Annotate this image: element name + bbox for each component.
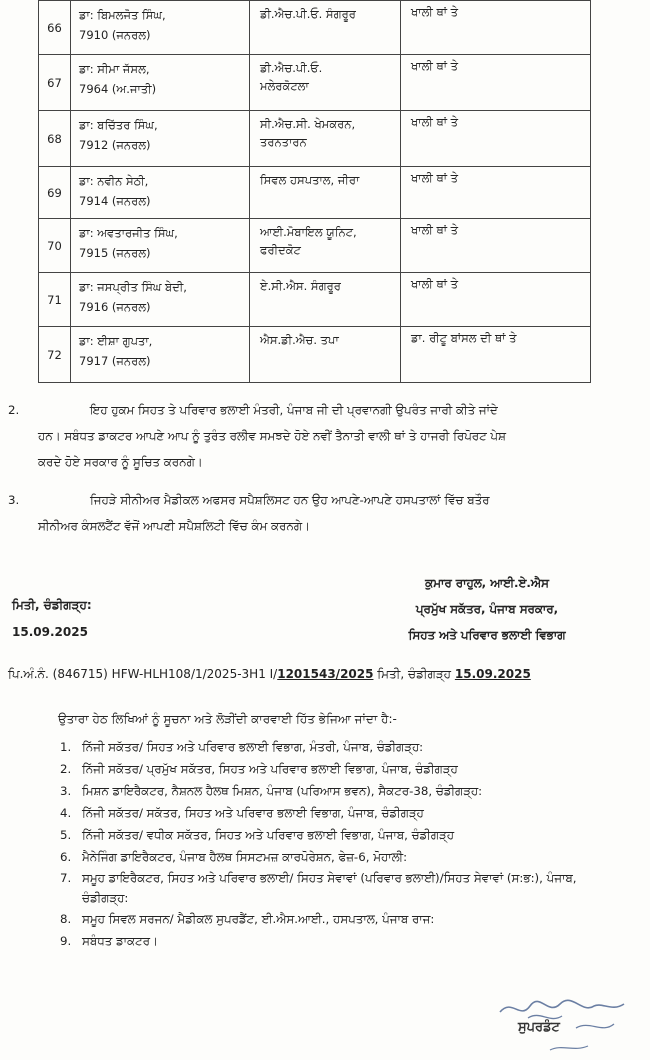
posting-line-2: ਫਰੀਦਕੋਟ	[260, 243, 301, 257]
vacancy-status: ਖਾਲੀ ਥਾਂ ਤੇ	[401, 273, 591, 327]
posting-cell	[250, 111, 401, 167]
posting-line-2: ਮਲੇਰਕੋਟਲਾ	[260, 79, 309, 93]
list-item-text: ਨਿੱਜੀ ਸਕੱਤਰ/ ਸਿਹਤ ਅਤੇ ਪਰਿਵਾਰ ਭਲਾਈ ਵਿਭਾਗ, ਮੰਤਰੀ, ਪੰਜਾਬ, ਚੰਡੀਗੜ੍ਹ:	[82, 740, 424, 754]
posting-line-1: ਡੀ.ਐਚ.ਪੀ.ਓ.	[260, 61, 323, 75]
doctor-code: 7964 (ਅ.ਜਾਤੀ)	[79, 82, 157, 96]
doctor-cell	[71, 111, 250, 167]
transfer-table	[38, 0, 591, 383]
list-item-number: 5.	[60, 828, 72, 842]
posting-line-1: ਐਸ.ਡੀ.ਐਚ. ਤਪਾ	[260, 333, 339, 347]
doctor-name: ਡਾ: ਸੀਮਾ ਜੱਸਲ,	[79, 62, 150, 76]
list-item-number: 8.	[60, 912, 72, 926]
serial-number: 68	[39, 111, 71, 167]
posting-line-1: ਡੀ.ਐਚ.ਪੀ.ਓ. ਸੰਗਰੂਰ	[260, 7, 356, 21]
table-row	[39, 167, 591, 219]
posting-line-1: ਆਈ.ਮੋਬਾਇਲ ਯੂਨਿਟ,	[260, 225, 357, 239]
doctor-cell	[71, 55, 250, 111]
list-item-text: ਨਿੱਜੀ ਸਕੱਤਰ/ ਪ੍ਰਮੁੱਖ ਸਕੱਤਰ, ਸਿਹਤ ਅਤੇ ਪਰਿਵਾਰ ਭਲਾਈ ਵਿਭਾਗ, ਪੰਜਾਬ, ਚੰਡੀਗੜ੍ਹ	[82, 762, 458, 776]
doctor-cell	[71, 327, 250, 383]
doctor-code: 7917 (ਜਨਰਲ)	[79, 354, 151, 368]
paragraph-2-line: ਇਹ ਹੁਕਮ ਸਿਹਤ ਤੇ ਪਰਿਵਾਰ ਭਲਾਈ ਮੰਤਰੀ, ਪੰਜਾਬ ਜੀ ਦੀ ਪ੍ਰਵਾਨਗੀ ਉਪਰੰਤ ਜਾਰੀ ਕੀਤੇ ਜਾਂਦੇ	[90, 403, 498, 417]
doctor-code: 7912 (ਜਨਰਲ)	[79, 138, 151, 152]
list-item-number: 2.	[60, 762, 72, 776]
doctor-cell	[71, 273, 250, 327]
serial-number: 69	[39, 167, 71, 219]
posting-cell	[250, 327, 401, 383]
list-item-number: 7.	[60, 871, 72, 885]
table-row	[39, 1, 591, 55]
table-row	[39, 273, 591, 327]
list-item-text: ਸਬੰਧਤ ਡਾਕਟਰ।	[82, 934, 158, 948]
endorsement-reference	[8, 667, 531, 682]
reference-prefix: ਪਿ.ਅੰ.ਨੰ. (846715) HFW-HLH108/1/2025-3H1 I/	[8, 667, 278, 681]
doctor-code: 7916 (ਜਨਰਲ)	[79, 300, 151, 314]
posting-cell	[250, 219, 401, 273]
seal-text: ਸੁਪਰਡੰਟ	[518, 1020, 560, 1035]
list-item-text: ਮੈਨੇਜਿੰਗ ਡਾਇਰੈਕਟਰ, ਪੰਜਾਬ ਹੈਲਥ ਸਿਸਟਮਜ਼ ਕਾਰਪੋਰੇਸ਼ਨ, ਫੇਜ਼-6, ਮੋਹਾਲੀ:	[82, 850, 408, 864]
vacancy-status: ਖਾਲੀ ਥਾਂ ਤੇ	[401, 111, 591, 167]
list-item-text: ਸਮੂਹ ਸਿਵਲ ਸਰਜਨ/ ਮੈਡੀਕਲ ਸੁਪਰਡੈਂਟ, ਈ.ਐਸ.ਆਈ., ਹਸਪਤਾਲ, ਪੰਜਾਬ ਰਾਜ:	[82, 912, 435, 926]
posting-cell	[250, 55, 401, 111]
list-item	[52, 908, 612, 930]
posting-line-1: ਸਿਵਲ ਹਸਪਤਾਲ, ਜੀਰਾ	[260, 173, 360, 187]
doctor-cell	[71, 167, 250, 219]
vacancy-status: ਖਾਲੀ ਥਾਂ ਤੇ	[401, 167, 591, 219]
doctor-name: ਡਾ: ਨਵੀਨ ਸੇਠੀ,	[79, 174, 149, 188]
paragraph-2-text	[38, 397, 613, 475]
paragraph-3-number: 3.	[8, 493, 20, 507]
issue-date: 15.09.2025	[12, 625, 88, 639]
signature-seal	[490, 994, 650, 1056]
list-item-text: ਨਿੱਜੀ ਸਕੱਤਰ/ ਸਕੱਤਰ, ਸਿਹਤ ਅਤੇ ਪਰਿਵਾਰ ਭਲਾਈ ਵਿਭਾਗ, ਪੰਜਾਬ, ਚੰਡੀਗੜ੍ਹ	[82, 806, 424, 820]
serial-number: 67	[39, 55, 71, 111]
copy-to-intro: ਉਤਾਰਾ ਹੇਠ ਲਿਖਿਆਂ ਨੂੰ ਸੂਚਨਾ ਅਤੇ ਲੋੜੀਂਦੀ ਕਾਰਵਾਈ ਹਿੱਤ ਭੇਜਿਆ ਜਾਂਦਾ ਹੈ:-	[58, 712, 397, 726]
list-item-text: ਨਿੱਜੀ ਸਕੱਤਰ/ ਵਧੀਕ ਸਕੱਤਰ, ਸਿਹਤ ਅਤੇ ਪਰਿਵਾਰ ਭਲਾਈ ਵਿਭਾਗ, ਪੰਜਾਬ, ਚੰਡੀਗੜ੍ਹ	[82, 828, 454, 842]
list-item	[52, 930, 612, 952]
date-label: ਮਿਤੀ, ਚੰਡੀਗੜ੍ਹ:	[12, 598, 92, 612]
list-item-number: 3.	[60, 784, 72, 798]
list-item	[52, 758, 612, 780]
list-item-number: 9.	[60, 934, 72, 948]
posting-cell	[250, 167, 401, 219]
serial-number: 66	[39, 1, 71, 55]
paragraph-3-text	[38, 487, 613, 539]
posting-line-2: ਤਰਨਤਾਰਨ	[260, 135, 307, 149]
list-item-number: 1.	[60, 740, 72, 754]
vacancy-status: ਖਾਲੀ ਥਾਂ ਤੇ	[401, 1, 591, 55]
table-row	[39, 111, 591, 167]
paragraph-2-line: ਹਨ। ਸਬੰਧਤ ਡਾਕਟਰ ਆਪਣੇ ਆਪ ਨੂੰ ਤੁਰੰਤ ਰਲੀਵ ਸਮਝਦੇ ਹੋਏ ਨਵੀਂ ਤੈਨਾਤੀ ਵਾਲੀ ਥਾਂ ਤੇ ਹਾਜਰੀ ਰਿਪੋਰਟ ਪੇਸ਼	[38, 429, 506, 443]
vacancy-status: ਖਾਲੀ ਥਾਂ ਤੇ	[401, 55, 591, 111]
paragraph-2-number: 2.	[8, 403, 20, 417]
doctor-cell	[71, 219, 250, 273]
list-item	[52, 780, 612, 802]
officer-designation: ਪ੍ਰਮੁੱਖ ਸਕੱਤਰ, ਪੰਜਾਬ ਸਰਕਾਰ,	[415, 602, 559, 616]
list-item-text: ਮਿਸ਼ਨ ਡਾਇਰੈਕਟਰ, ਨੈਸ਼ਨਲ ਹੈਲਥ ਮਿਸ਼ਨ, ਪੰਜਾਬ (ਪਰਿਆਸ ਭਵਨ), ਸੈਕਟਰ-38, ਚੰਡੀਗੜ੍ਹ:	[82, 784, 483, 798]
list-item-text: ਸਮੂਹ ਡਾਇਰੈਕਟਰ, ਸਿਹਤ ਅਤੇ ਪਰਿਵਾਰ ਭਲਾਈ/ ਸਿਹਤ ਸੇਵਾਵਾਂ (ਪਰਿਵਾਰ ਭਲਾਈ)/ਸਿਹਤ ਸੇਵਾਵਾਂ (ਸ:ਭ:), ਪੰਜਾਬ, ਚੰਡੀਗੜ੍ਹ:	[82, 871, 577, 905]
officer-name: ਕੁਮਾਰ ਰਾਹੁਲ, ਆਈ.ਏ.ਐਸ	[425, 576, 549, 590]
handwritten-signature-icon	[490, 994, 650, 1056]
posting-cell	[250, 1, 401, 55]
list-item	[52, 846, 612, 868]
list-item-number: 6.	[60, 850, 72, 864]
posting-cell	[250, 273, 401, 327]
list-item-number: 4.	[60, 806, 72, 820]
list-item	[52, 802, 612, 824]
paragraph-2-line: ਕਰਦੇ ਹੋਏ ਸਰਕਾਰ ਨੂੰ ਸੂਚਿਤ ਕਰਨਗੇ।	[38, 455, 203, 469]
table-row	[39, 327, 591, 383]
officer-department: ਸਿਹਤ ਅਤੇ ਪਰਿਵਾਰ ਭਲਾਈ ਵਿਭਾਗ	[408, 628, 566, 642]
paragraph-3-line: ਸੀਨੀਅਰ ਕੰਸਲਟੈਂਟ ਵੱਜੋਂ ਆਪਣੀ ਸਪੈਸ਼ਲਿਟੀ ਵਿੱਚ ਕੰਮ ਕਰਨਗੇ।	[38, 519, 310, 533]
vacancy-status: ਖਾਲੀ ਥਾਂ ਤੇ	[401, 219, 591, 273]
doctor-code: 7915 (ਜਨਰਲ)	[79, 246, 151, 260]
doctor-name: ਡਾ: ਅਵਤਾਰਜੀਤ ਸਿੰਘ,	[79, 226, 178, 240]
serial-number: 72	[39, 327, 71, 383]
table-row	[39, 55, 591, 111]
list-item	[52, 824, 612, 846]
list-item	[52, 736, 612, 758]
doctor-name: ਡਾ: ਬਿਮਲਜੋਤ ਸਿੰਘ,	[79, 8, 166, 22]
reference-number: 1201543/2025	[277, 667, 374, 681]
serial-number: 70	[39, 219, 71, 273]
signatory-block	[372, 570, 602, 648]
serial-number: 71	[39, 273, 71, 327]
posting-line-1: ਏ.ਸੀ.ਐਸ. ਸੰਗਰੂਰ	[260, 279, 341, 293]
reference-date: 15.09.2025	[454, 667, 531, 681]
transfer-table-body	[39, 1, 591, 383]
doctor-code: 7910 (ਜਨਰਲ)	[79, 28, 151, 42]
doctor-name: ਡਾ: ਬਚਿੱਤਰ ਸਿੰਘ,	[79, 118, 158, 132]
doctor-name: ਡਾ: ਈਸ਼ਾ ਗੁਪਤਾ,	[79, 334, 153, 348]
list-item	[52, 868, 612, 908]
copy-to-list	[52, 736, 612, 952]
doctor-cell	[71, 1, 250, 55]
doctor-code: 7914 (ਜਨਰਲ)	[79, 194, 151, 208]
paragraph-3-line: ਜਿਹੜੇ ਸੀਨੀਅਰ ਮੈਡੀਕਲ ਅਫਸਰ ਸਪੈਸ਼ਲਿਸਟ ਹਨ ਉਹ ਆਪਣੇ-ਆਪਣੇ ਹਸਪਤਾਲਾਂ ਵਿੱਚ ਬਤੌਰ	[90, 493, 490, 507]
reference-date-label: ਮਿਤੀ, ਚੰਡੀਗੜ੍ਹ	[377, 667, 452, 681]
posting-line-1: ਸੀ.ਐਚ.ਸੀ. ਖੇਮਕਰਨ,	[260, 117, 356, 131]
vacancy-status: ਡਾ. ਰੀਟੂ ਬਾਂਸਲ ਦੀ ਥਾਂ ਤੇ	[401, 327, 591, 383]
table-row	[39, 219, 591, 273]
doctor-name: ਡਾ: ਜਸਪ੍ਰੀਤ ਸਿੰਘ ਬੇਦੀ,	[79, 280, 187, 294]
